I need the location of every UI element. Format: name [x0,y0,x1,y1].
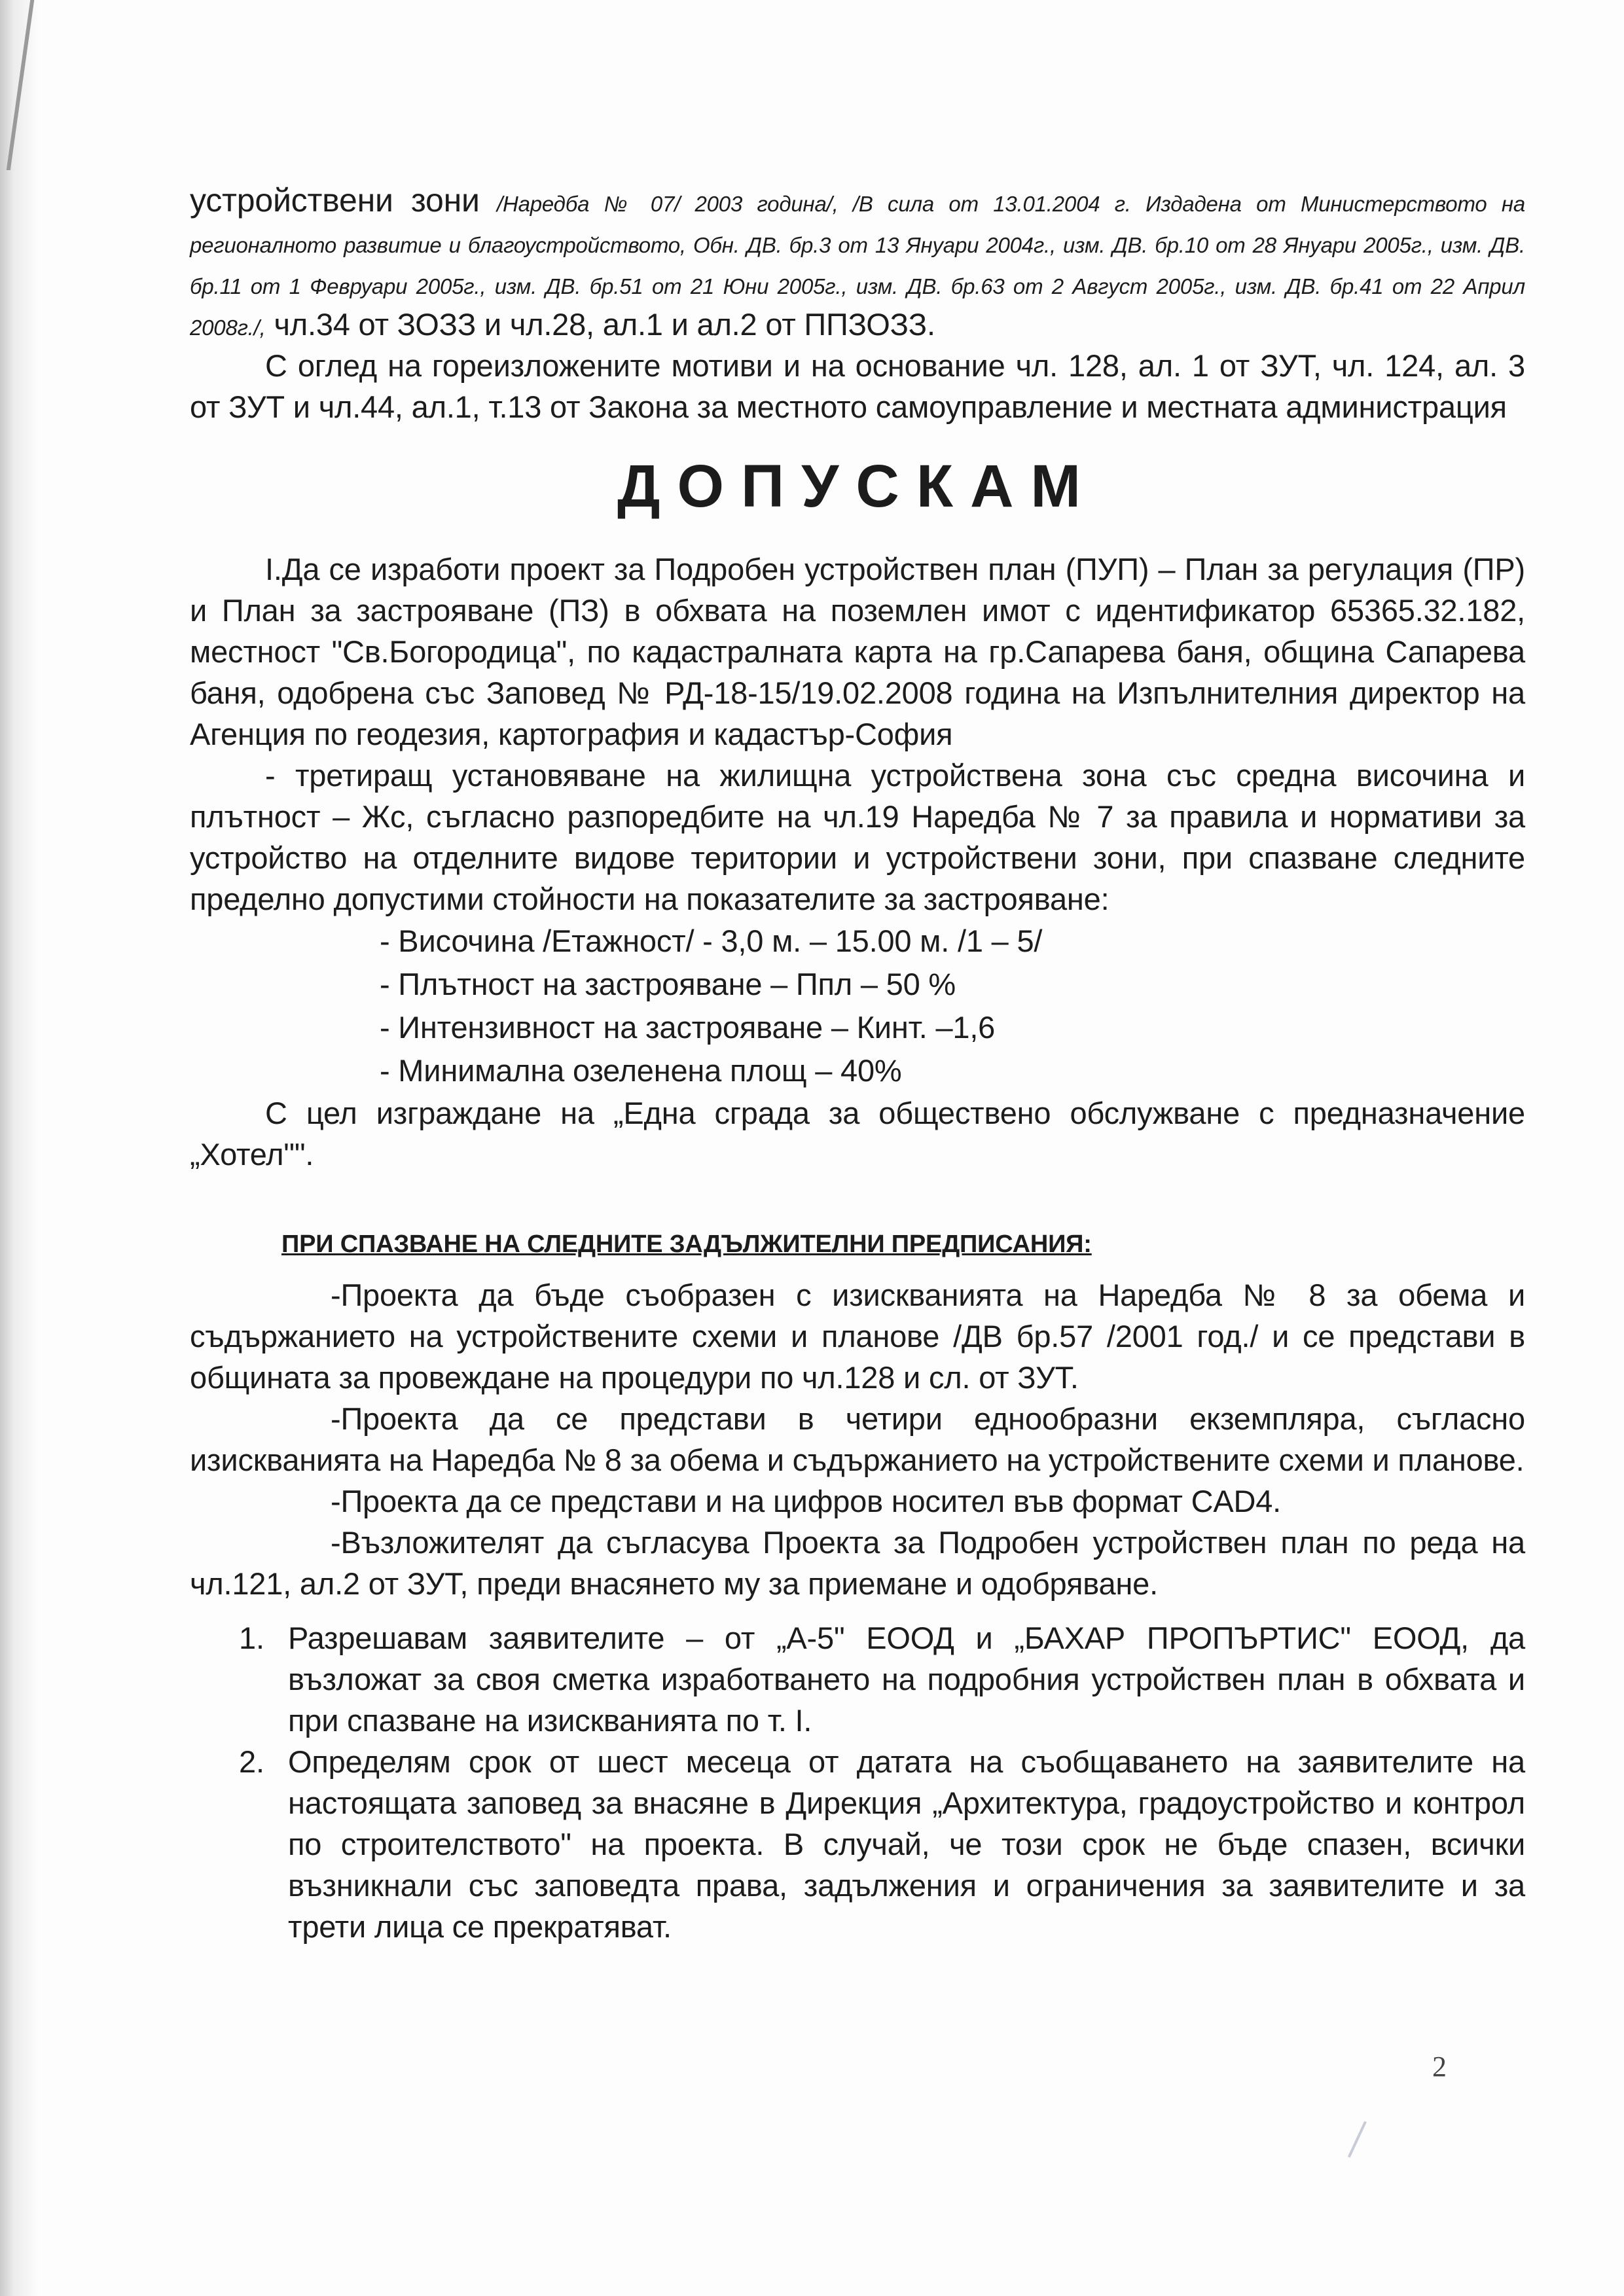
purpose-paragraph: С цел изграждане на „Една сграда за обществено обслужване с предназначение „Хотел"". [190,1096,1525,1172]
motives-paragraph: С оглед на гореизложените мотиви и на основание чл. 128, ал. 1 от ЗУТ, чл. 124, ал. 3 от ЗУТ и чл.44, ал.1, т.13 от Закона за местното самоуправление и местната администрация [190,348,1525,424]
document-body [190,180,1525,1947]
item-text: Разрешавам заявителите – от „А-5" ЕООД и „БАХАР ПРОПЪРТИС" ЕООД, да възложат за своя сметка изработването на подробния устройствен план в обхвата и при спазване на изискванията по т. I. [288,1621,1525,1738]
parameter-item: - Плътност на застрояване – Ппл – 50 % [380,967,956,1001]
prescription-item: -Проекта да се представи и на цифров носител във формат CAD4. [331,1484,1282,1518]
page-number: 2 [1432,2051,1447,2083]
prescription-item: -Проекта да се представи в четири еднообразни екземпляра, съгласно изискванията на Наредба № 8 за обема и съдържанието на устройствените схеми и планове. [190,1401,1525,1477]
numbered-item [190,1741,1525,1947]
prescriptions-heading: ПРИ СПАЗВАНЕ НА СЛЕДНИТЕ ЗАДЪЛЖИТЕЛНИ ПРЕДПИСАНИЯ: [281,1230,1092,1258]
intro-lead: устройствени зони [190,182,480,219]
item-number: 1. [239,1621,264,1655]
numbered-item [190,1617,1525,1741]
intro-reference: /Наредба № 07/ 2003 година/, /В сила от 13.01.2004 г. Издадена от Министерството на регионалното развитие и благоустройството, Обн. ДВ. бр.3 от 13 Януари 2004г., изм. ДВ. бр.10 от 28 Януари 2005г., изм. ДВ. бр.11 от 1 Февруари 2005г., изм. ДВ. бр.51 от 21 Юни 2005г., изм. ДВ. бр.63 от 2 Август 2005г., изм. ДВ. бр.41 от 22 Април 2008г./, [190,192,1525,340]
item-text: Определям срок от шест месеца от датата на съобщаването на заявителите на настоящата заповед за внасяне в Дирекция „Архитектура, градоустройство и контрол по строителството" на проекта. В случай, че този срок не бъде спазен, всички възникнали със заповедта права, задължения и ограничения за заявителите и за трети лица се прекратяват. [288,1744,1525,1944]
parameter-item: - Минимална озеленена площ – 40% [380,1053,902,1088]
order-title: ДОПУСКАМ [617,453,1098,520]
zone-paragraph: - третиращ установяване на жилищна устройствена зона със средна височина и плътност – Жс, съгласно разпоредбите на чл.19 Наредба № 7 за правила и нормативи за устройство на отделните видове територии и устройствени зони, при спазване следните пределно допустими стойности на показателите за застрояване: [190,758,1525,916]
intro-paragraph [190,180,1525,345]
item-number: 2. [239,1744,264,1779]
prescription-item: -Възложителят да съгласува Проекта за Подробен устройствен план по реда на чл.121, ал.2 от ЗУТ, преди внасянето му за приемане и одобряване. [190,1525,1525,1601]
prescription-item: -Проекта да бъде съобразен с изискванията на Наредба № 8 за обема и съдържанието на устройствените схеми и планове /ДВ бр.57 /2001 год./ и се представи в общината за провеждане на процедури по чл.128 и сл. от ЗУТ. [190,1278,1525,1395]
scan-shadow-edge [0,0,39,2296]
parameter-item: - Интензивност на застрояване – Кинт. –1,6 [380,1010,996,1045]
section-i-paragraph: I.Да се изработи проект за Подробен устройствен план (ПУП) – План за регулация (ПР) и План за застрояване (ПЗ) в обхвата на поземлен имот с идентификатор 65365.32.182, местност "Св.Богородица", по кадастралната карта на гр.Сапарева баня, община Сапарева баня, одобрена със Заповед № РД-18-15/19.02.2008 година на Изпълнителния директор на Агенция по геодезия, картография и кадастър-София [190,552,1525,751]
pen-mark [1348,2121,1384,2166]
numbered-list [190,1617,1525,1947]
intro-tail: чл.34 от ЗОЗЗ и чл.28, ал.1 и ал.2 от ППЗОЗЗ. [265,307,935,342]
parameter-item: - Височина /Етажност/ - 3,0 м. – 15.00 м. /1 – 5/ [380,924,1043,958]
parameters-list [380,920,1525,1092]
